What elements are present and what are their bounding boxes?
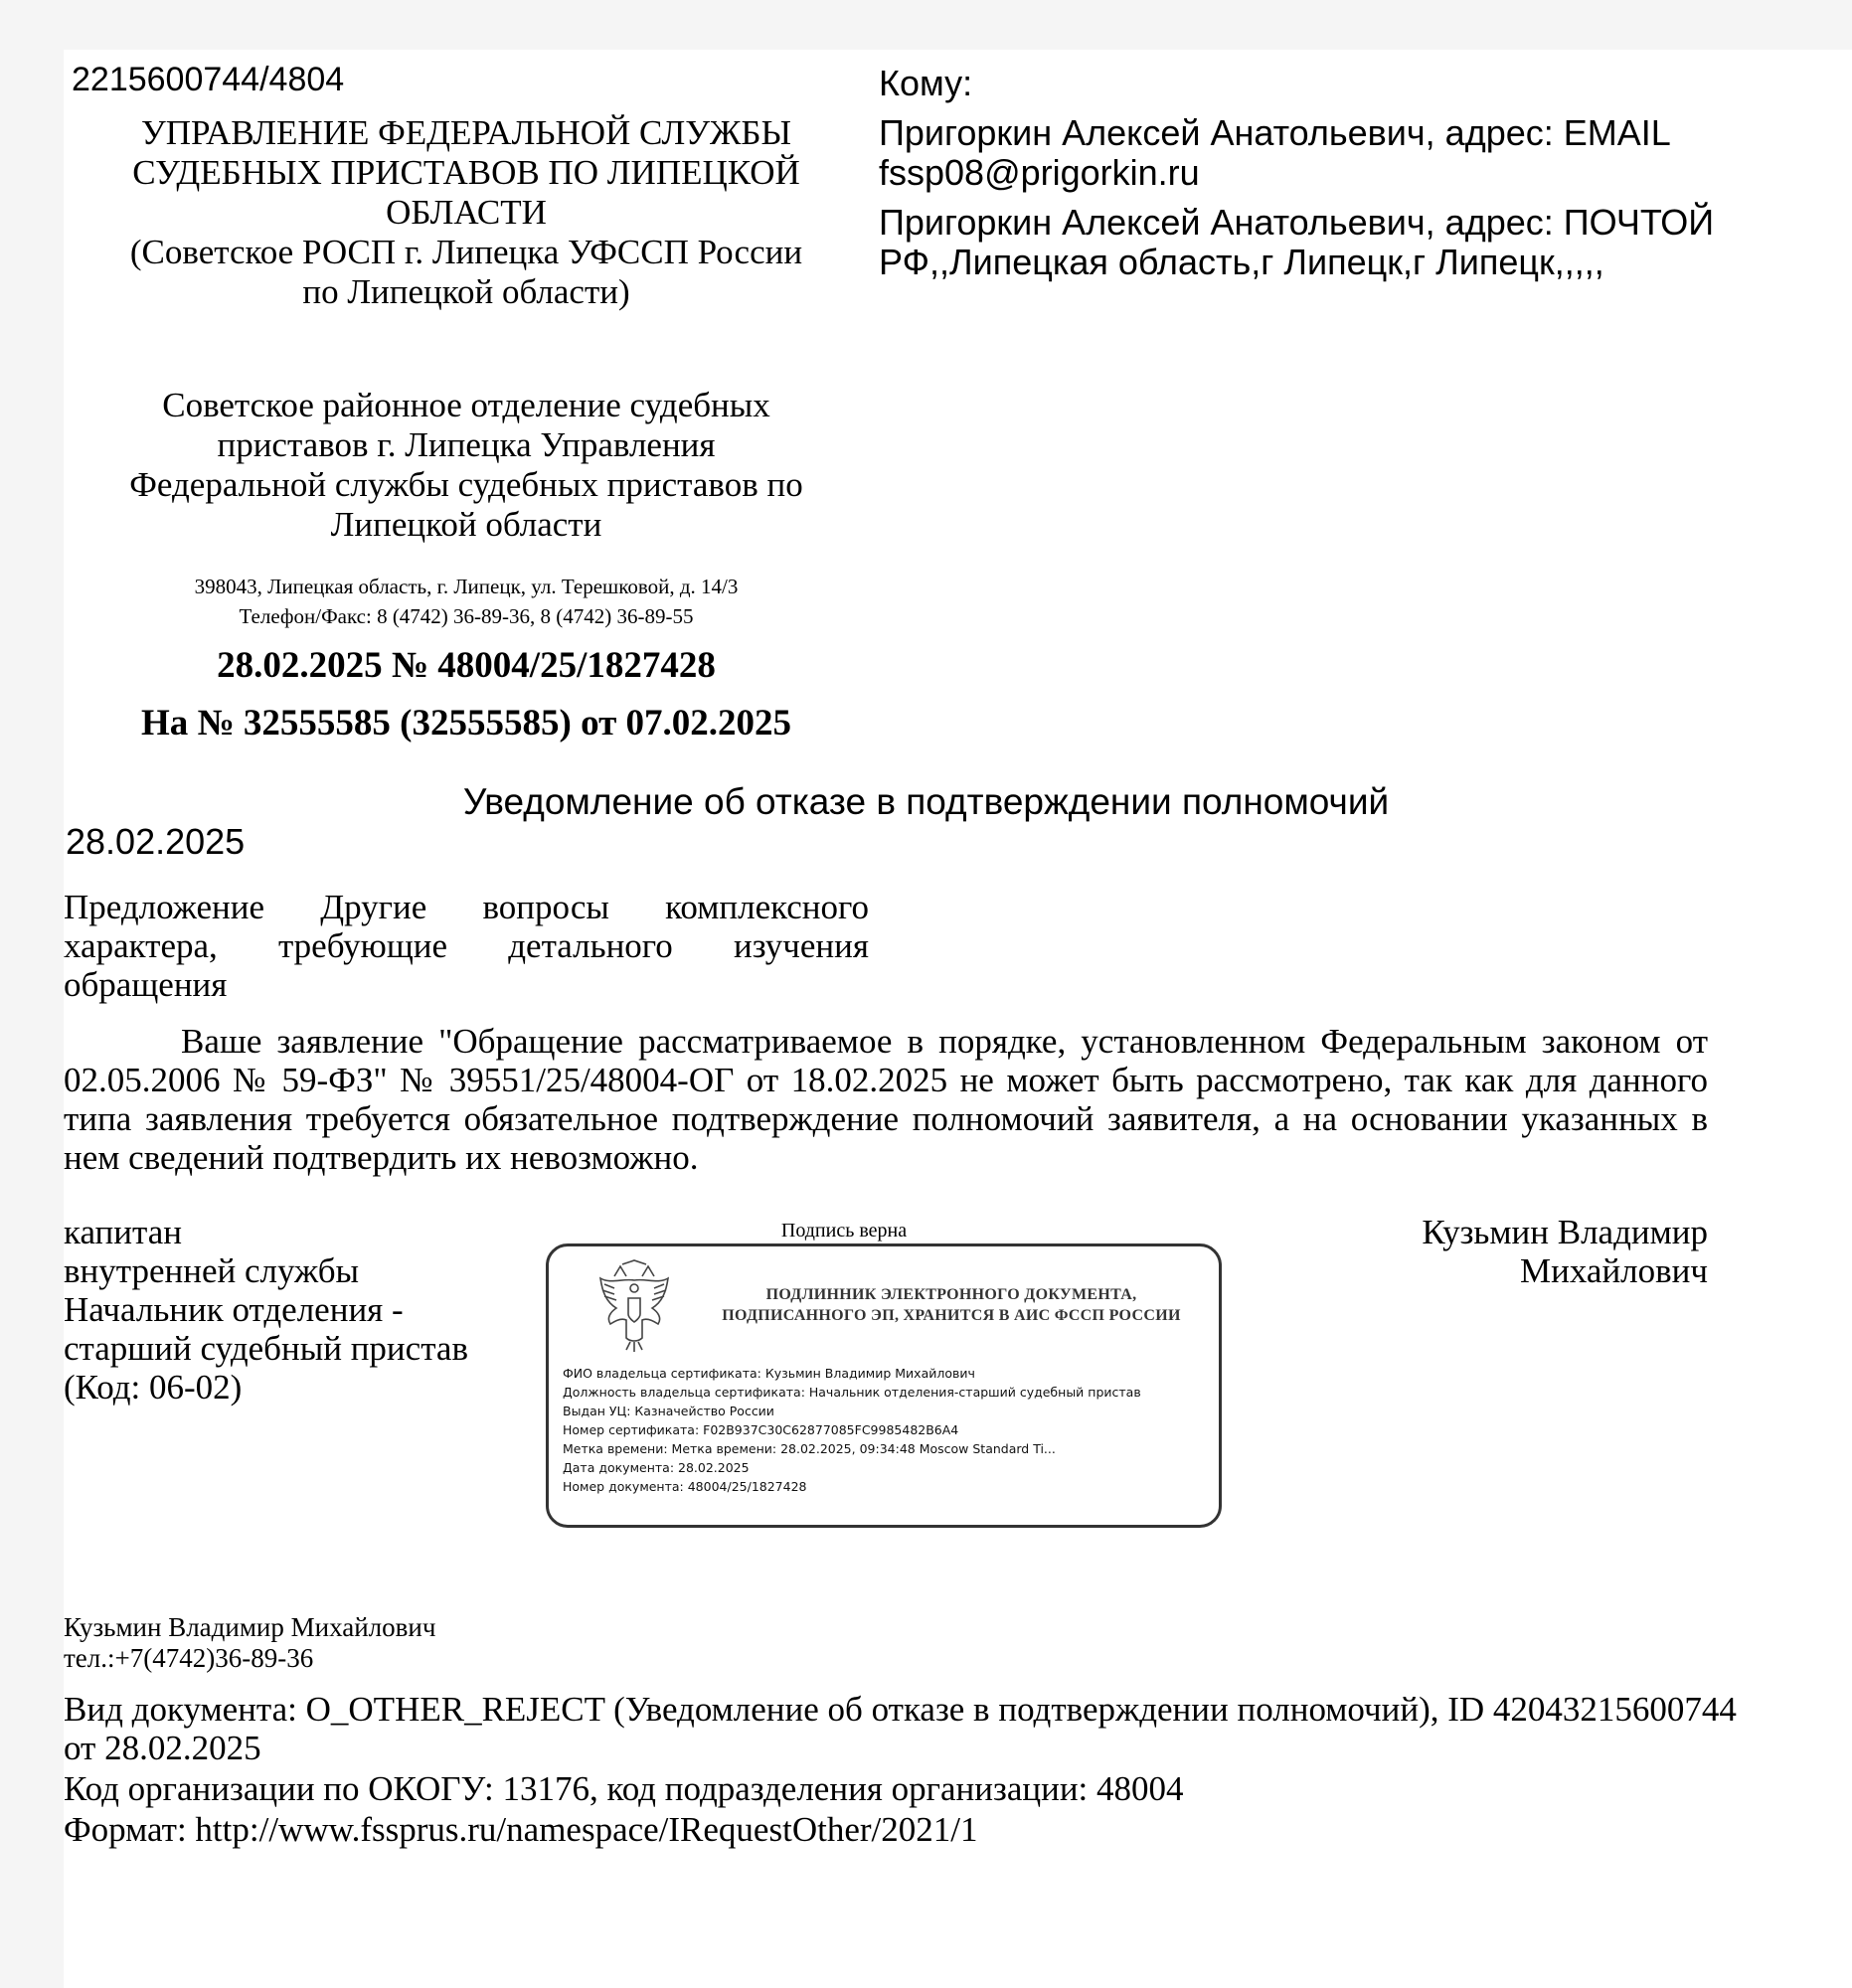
- contact-info: [74, 572, 859, 631]
- document-metadata: [64, 1690, 1754, 1851]
- dept-line: Советское районное отделение судебных: [162, 386, 770, 424]
- recipient-address: Пригоркин Алексей Анатольевич, адрес: EMAIL fssp08@prigorkin.ru: [879, 112, 1670, 193]
- certificate-issuer: Выдан УЦ: Казначейство России: [563, 1404, 774, 1418]
- stamp-header-line: ПОДПИСАННОГО ЭП, ХРАНИТСЯ В АИС ФССП РОССИИ: [722, 1307, 1181, 1324]
- signer-name-line: Кузьмин Владимир: [1422, 1213, 1708, 1251]
- electronic-signature-stamp: [546, 1243, 1222, 1528]
- certificate-owner: ФИО владельца сертификата: Кузьмин Владимир Михайлович: [563, 1366, 975, 1381]
- recipient-label: Кому:: [879, 63, 973, 103]
- reference-number: На № 32555585 (32555585) от 07.02.2025: [140, 703, 792, 744]
- signer-position: [64, 1213, 541, 1407]
- recipient-address: Пригоркин Алексей Анатольевич, адрес: ПОЧТОЙ РФ,,Липецкая область,г Липецк,г Липецк,,,,,: [879, 202, 1715, 282]
- signature-caption: Подпись верна: [780, 1220, 908, 1242]
- org-line: (Советское РОСП г. Липецка УФССП России: [129, 233, 803, 271]
- document-date: 28.02.2025: [66, 821, 246, 862]
- signer-name-line: Михайлович: [1520, 1251, 1708, 1290]
- stamp-header: [688, 1284, 1215, 1326]
- org-line: СУДЕБНЫХ ПРИСТАВОВ ПО ЛИПЕЦКОЙ: [132, 153, 800, 192]
- dept-line: Липецкой области: [330, 505, 602, 544]
- coat-of-arms-icon: [592, 1258, 676, 1354]
- dept-line: приставов г. Липецка Управления: [217, 425, 716, 464]
- document-format: Формат: http://www.fssprus.ru/namespace/IRequestOther/2021/1: [64, 1810, 978, 1849]
- document-title: Уведомление об отказе в подтверждении полномочий: [462, 781, 1390, 822]
- org-line: по Липецкой области): [302, 272, 630, 311]
- department-address: 398043, Липецкая область, г. Липецк, ул. Терешковой, д. 14/3: [194, 575, 739, 598]
- certificate-details: [563, 1364, 1199, 1496]
- executor-info: [64, 1612, 435, 1674]
- document-body: Ваше заявление "Обращение рассматриваемое в порядке, установленном Федеральным законом от 02.05.2006 № 59-ФЗ" № 39551/25/48004-ОГ от 18.02.2025 не может быть рассмотрено, так как для данного типа заявления требуется обязательное подтверждение полномочий заявителя, а на основании указанных в нем сведений подтвердить их невозможно.: [64, 1022, 1708, 1177]
- certificate-position: Должность владельца сертификата: Начальник отделения-старший судебный пристав: [563, 1385, 1141, 1400]
- stamp-header-line: ПОДЛИННИК ЭЛЕКТРОННОГО ДОКУМЕНТА,: [765, 1286, 1137, 1303]
- department-phone: Телефон/Факс: 8 (4742) 36-89-36, 8 (4742) 36-89-55: [239, 604, 694, 628]
- document-page: [64, 50, 1852, 1988]
- registration-number: 28.02.2025 № 48004/25/1827428: [217, 645, 716, 686]
- signer-title-line: (Код: 06-02): [64, 1368, 243, 1407]
- department-name: [74, 386, 859, 545]
- org-line: ОБЛАСТИ: [386, 193, 547, 232]
- document-id: 2215600744/4804: [72, 61, 345, 98]
- org-line: УПРАВЛЕНИЕ ФЕДЕРАЛЬНОЙ СЛУЖБЫ: [140, 113, 792, 152]
- document-type: Вид документа: O_OTHER_REJECT (Уведомление об отказе в подтверждении полномочий), ID 42043215600744 от 28.02.2025: [64, 1690, 1737, 1767]
- signer-title-line: Начальник отделения -: [64, 1290, 404, 1329]
- signer-title-line: старший судебный пристав: [64, 1329, 468, 1368]
- signer-title-line: внутренней службы: [64, 1251, 360, 1290]
- executor-phone: тел.:+7(4742)36-89-36: [64, 1643, 314, 1673]
- dept-line: Федеральной службы судебных приставов по: [129, 465, 803, 504]
- signer-title-line: капитан: [64, 1213, 182, 1251]
- organization-name: [74, 113, 859, 312]
- certificate-doc-date: Дата документа: 28.02.2025: [563, 1460, 750, 1475]
- document-subject: Предложение Другие вопросы комплексного характера, требующие детального изучения обращения: [64, 888, 869, 1004]
- organization-code: Код организации по ОКОГУ: 13176, код подразделения организации: 48004: [64, 1769, 1184, 1808]
- signer-name: [1356, 1213, 1708, 1290]
- certificate-doc-number: Номер документа: 48004/25/1827428: [563, 1479, 807, 1494]
- executor-name: Кузьмин Владимир Михайлович: [64, 1612, 436, 1642]
- certificate-number: Номер сертификата: F02B937C30C62877085FC9985482B6A4: [563, 1422, 959, 1437]
- certificate-timestamp: Метка времени: Метка времени: 28.02.2025, 09:34:48 Moscow Standard Ti...: [563, 1441, 1056, 1456]
- recipient-block: [879, 64, 1773, 292]
